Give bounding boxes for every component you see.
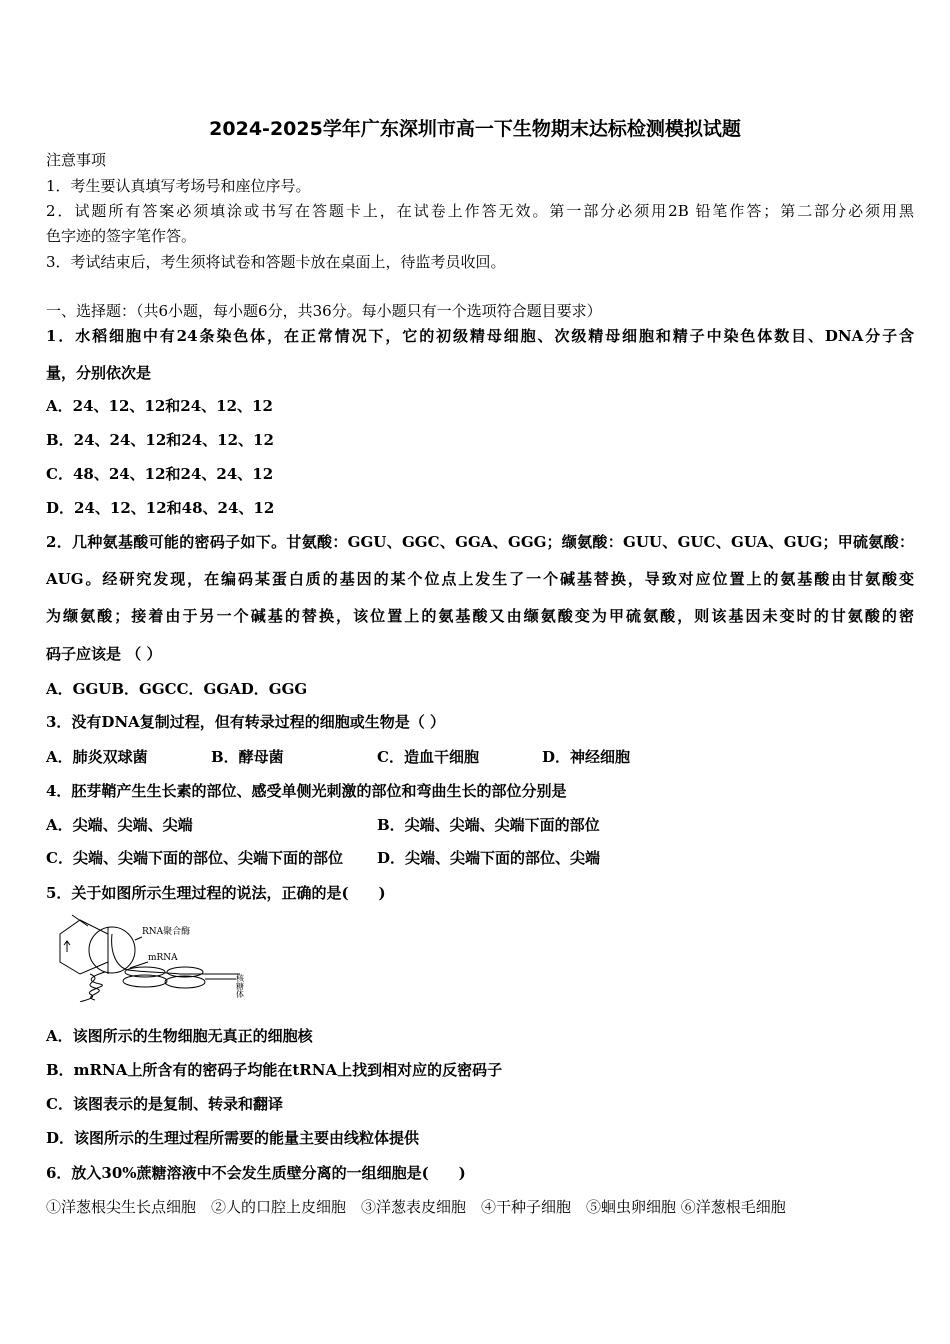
- figure-label-enzyme: RNA聚合酶: [142, 927, 191, 937]
- notice-item: 2．试题所有答案必须填涂或书写在答题卡上，在试卷上作答无效。第一部分必须用2B 铅笔作答；第二部分必须用黑: [46, 202, 914, 220]
- question-2-stem: 为缬氨酸；接着由于另一个碱基的替换，该位置上的氨基酸又由缬氨酸变为甲硫氨酸，则该基因未变时的甘氨酸的密: [46, 607, 914, 625]
- question-2-options: A．GGUB．GGCC．GGAD．GGG: [46, 680, 308, 698]
- question-3-option-a: A．肺炎双球菌: [46, 748, 148, 766]
- question-3-option-b: B．酵母菌: [211, 748, 284, 766]
- page-title: 2024-2025学年广东深圳市高一下生物期末达标检测模拟试题: [209, 118, 741, 140]
- question-5-option-b: B．mRNA上所含有的密码子均能在tRNA上找到相对应的反密码子: [46, 1061, 503, 1079]
- notice-item: 1．考生要认真填写考场号和座位序号。: [46, 177, 311, 195]
- question-2-stem: 2．几种氨基酸可能的密码子如下。甘氨酸：GGU、GGC、GGA、GGG；缬氨酸：GUU、GUC、GUA、GUG；甲硫氨酸：: [46, 533, 914, 551]
- question-4-option-b: B．尖端、尖端、尖端下面的部位: [377, 816, 600, 834]
- question-1-option-b: B．24、24、12和24、12、12: [46, 431, 274, 449]
- question-1-option-a: A．24、12、12和24、12、12: [46, 397, 273, 415]
- question-1-stem: 1．水稻细胞中有24条染色体，在正常情况下，它的初级精母细胞、次级精母细胞和精子中染色体数目、DNA分子含: [46, 327, 914, 345]
- question-1-stem: 量，分别依次是: [46, 364, 152, 382]
- notice-item: 3．考试结束后，考生须将试卷和答题卡放在桌面上，待监考员收回。: [46, 253, 506, 271]
- question-2-stem: AUG。经研究发现，在编码某蛋白质的基因的某个位点上发生了一个碱基替换，导致对应位置上的氨基酸由甘氨酸变: [46, 570, 914, 588]
- question-4-option-d: D．尖端、尖端下面的部位、尖端: [377, 849, 601, 867]
- question-1-option-c: C．48、24、12和24、24、12: [46, 465, 274, 483]
- question-1-option-d: D．24、12、12和48、24、12: [46, 499, 275, 517]
- section-heading: 一、选择题：（共6小题，每小题6分，共36分。每小题只有一个选项符合题目要求）: [46, 302, 602, 320]
- notice-item: 色字迹的签字笔作答。: [46, 227, 197, 245]
- notice-heading: 注意事项: [46, 151, 107, 169]
- question-5-option-a: A．该图所示的生物细胞无真正的细胞核: [46, 1027, 313, 1045]
- transcription-translation-figure: [50, 912, 260, 1002]
- figure-label-mrna: mRNA: [148, 953, 178, 963]
- question-3-option-c: C．造血干细胞: [377, 748, 479, 766]
- question-4-option-c: C．尖端、尖端下面的部位、尖端下面的部位: [46, 849, 343, 867]
- question-6-stem: 6．放入30%蔗糖溶液中不会发生质壁分离的一组细胞是( ): [46, 1164, 466, 1182]
- question-5-stem: 5．关于如图所示生理过程的说法，正确的是( ): [46, 884, 386, 902]
- figure-label-ribosome: 核糖体: [235, 974, 245, 998]
- question-3-stem: 3．没有DNA复制过程，但有转录过程的细胞或生物是（ ）: [46, 713, 446, 731]
- question-5-option-c: C．该图表示的是复制、转录和翻译: [46, 1095, 283, 1113]
- question-4-option-a: A．尖端、尖端、尖端: [46, 816, 193, 834]
- question-2-stem: 码子应该是 （ ）: [46, 645, 162, 663]
- question-4-stem: 4．胚芽鞘产生生长素的部位、感受单侧光刺激的部位和弯曲生长的部位分别是: [46, 782, 567, 800]
- question-5-option-d: D．该图所示的生理过程所需要的能量主要由线粒体提供: [46, 1129, 420, 1147]
- question-6-choices: ①洋葱根尖生长点细胞 ②人的口腔上皮细胞 ③洋葱表皮细胞 ④干种子细胞 ⑤蛔虫卵细胞 ⑥洋葱根毛细胞: [46, 1198, 786, 1216]
- question-3-option-d: D．神经细胞: [542, 748, 631, 766]
